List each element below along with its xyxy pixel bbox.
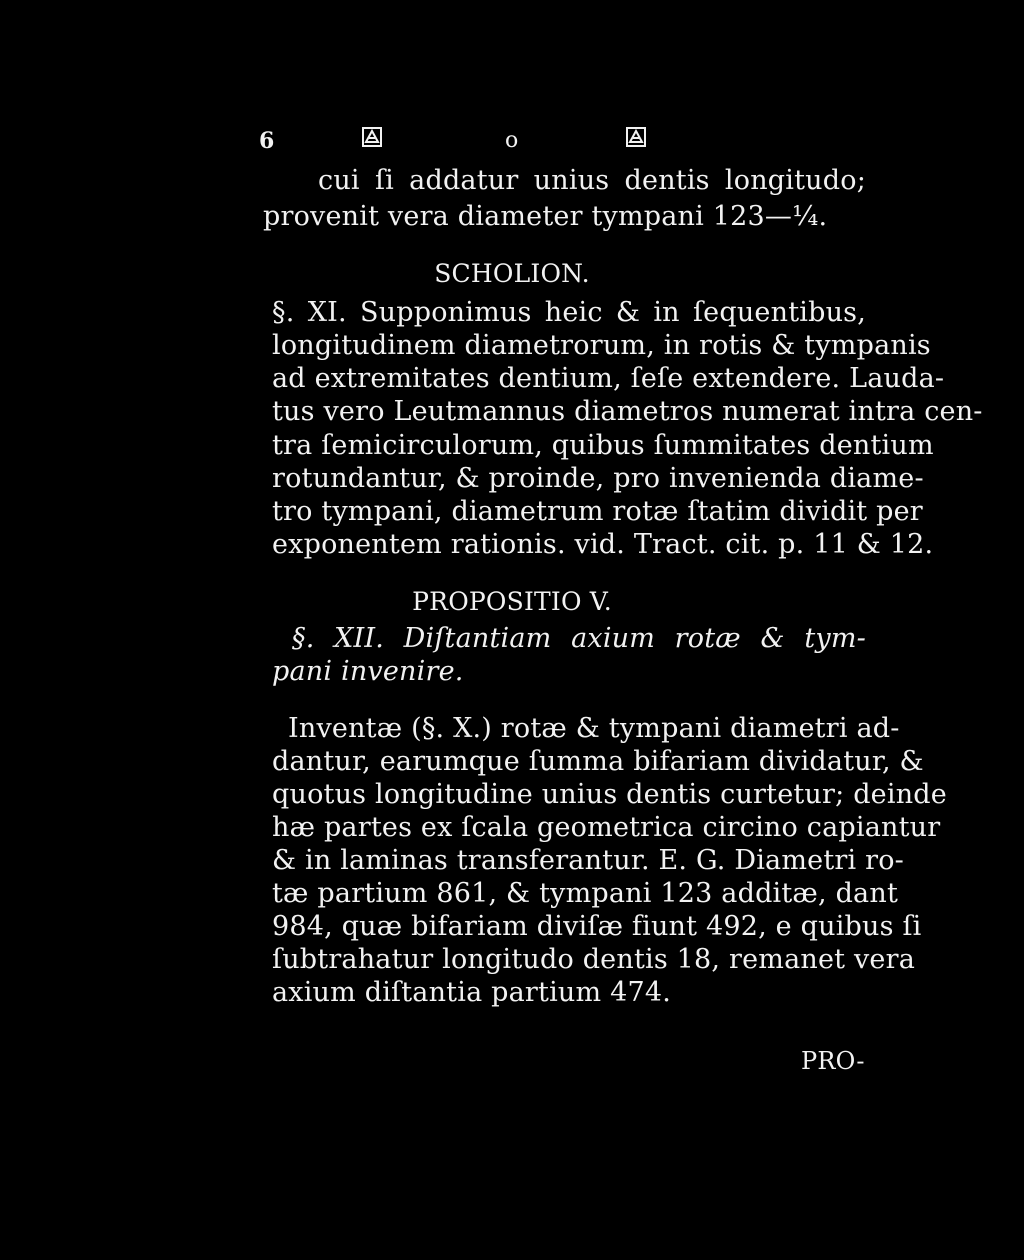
text-line: quotus longitudine unius dentis curtetur; deinde (272, 779, 947, 810)
fleuron-icon (361, 126, 383, 148)
header-mark: o (505, 128, 519, 153)
text-line: tro tympani, diametrum rotæ ſtatim dividit per (272, 496, 923, 527)
catchword: PRO- (801, 1047, 865, 1075)
text-line: exponentem rationis. vid. Tract. cit. p. 11 & 12. (272, 529, 934, 560)
text-line: provenit vera diameter tympani 123—¼. (263, 201, 828, 232)
text-line: Inventæ (§. X.) rotæ & tympani diametri ad- (288, 713, 900, 744)
text-line: tæ partium 861, & tympani 123 additæ, dant (272, 878, 898, 909)
text-line: cui ſi addatur unius dentis longitudo; (318, 165, 866, 196)
page-number: 6 (259, 128, 275, 154)
text-line: longitudinem diametrorum, in rotis & tympanis (272, 330, 931, 361)
section-heading: SCHOLION. (434, 259, 590, 288)
text-line: hæ partes ex ſcala geometrica circino capiantur (272, 812, 941, 843)
text-line: dantur, earumque ſumma bifariam dividatur, & (272, 746, 924, 777)
text-line: tus vero Leutmannus diametros numerat intra cen- (272, 396, 983, 427)
text-line: tra ſemicirculorum, quibus ſummitates dentium (272, 430, 934, 461)
text-line: & in laminas transferantur. E. G. Diametri ro- (272, 845, 904, 876)
text-line: §. XI. Supponimus heic & in ſequentibus, (272, 297, 866, 328)
statement-line: §. XII. Diſtantiam axium rotæ & tym- (292, 623, 866, 654)
text-line: rotundantur, & proinde, pro invenienda diame- (272, 463, 924, 494)
text-line: ſubtrahatur longitudo dentis 18, remanet vera (272, 944, 916, 975)
fleuron-icon (625, 126, 647, 148)
text-line: ad extremitates dentium, ſeſe extendere. Lauda- (272, 363, 945, 394)
text-line: axium diſtantia partium 474. (272, 977, 672, 1008)
text-line: 984, quæ bifariam diviſæ fiunt 492, e quibus ſi (272, 911, 922, 942)
statement-line: pani invenire. (272, 656, 464, 687)
section-heading: PROPOSITIO V. (412, 587, 612, 616)
